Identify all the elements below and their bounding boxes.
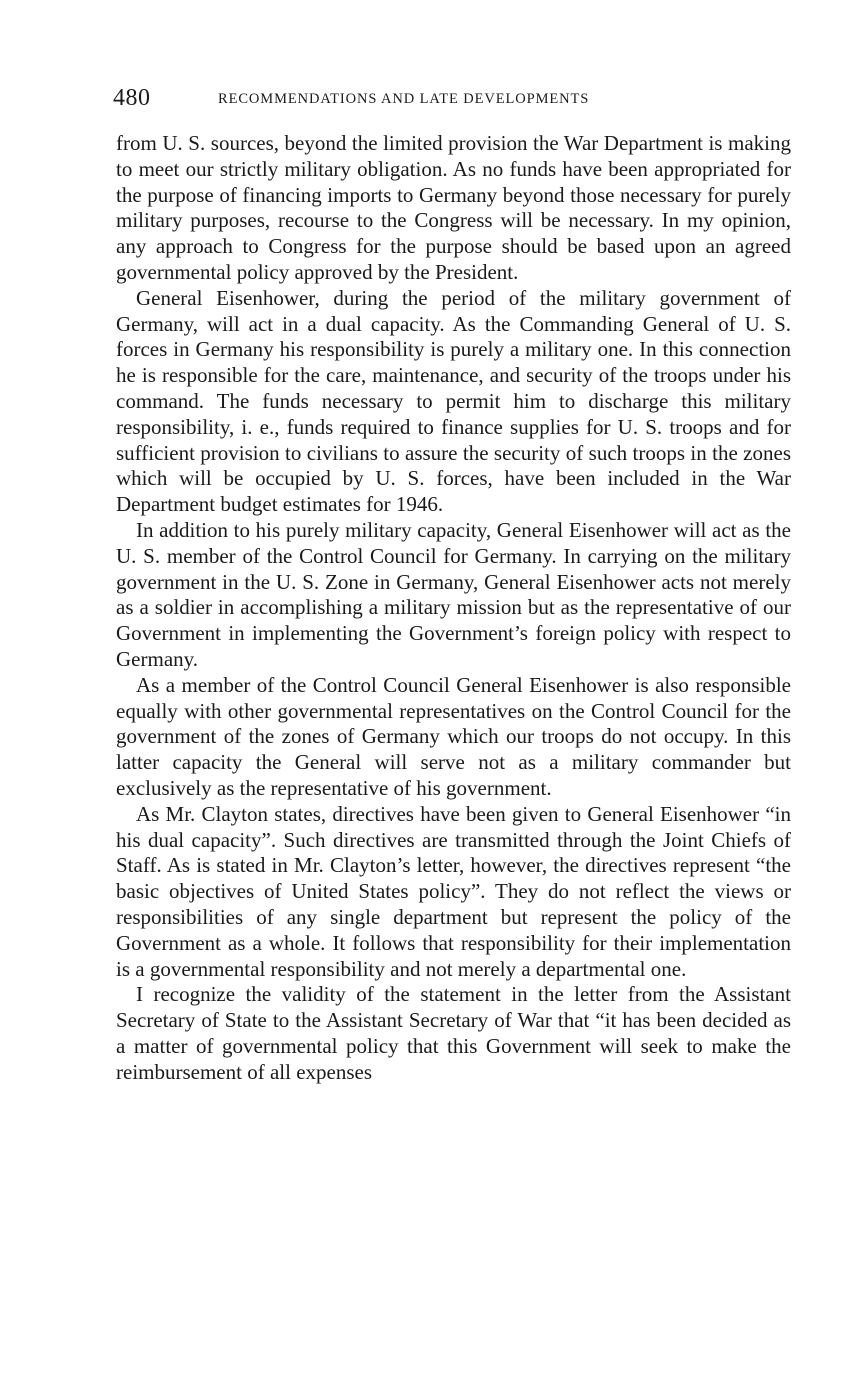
paragraph-continuation: from U. S. sources, beyond the limited provision the War Department is making to meet our strictly military obligation. As no funds have been appropriated for the purpose of financing imports to Germany beyond those necessary for purely military purposes, recourse to the Congress will be necessary. In my opinion, any approach to Congress for the purpose should be based upon an agreed governmental policy approved by the President.: [116, 131, 791, 284]
page-number: 480: [113, 85, 151, 111]
paragraph-clayton-directives: As Mr. Clayton states, directives have been given to General Eisenhower “in his dual capacity”. Such directives are transmitted through the Joint Chiefs of Staff. As is stated in Mr. Clayton’s letter, however, the directives represent “the basic objectives of United States policy”. They do not reflect the views or responsibilities of any single department but represent the policy of the Government as a whole. It follows that responsibility for their implementation is a governmental responsibility and not merely a departmental one.: [116, 801, 791, 981]
paragraph-validity-statement: I recognize the validity of the statement in the letter from the Assistant Secretary of State to the Assistant Secretary of War that “it has been decided as a matter of governmental policy that this Government will seek to make the reimbursement of all expenses: [116, 982, 791, 1084]
page-header: [113, 84, 793, 114]
paragraph-control-council-member: In addition to his purely military capacity, General Eisenhower will act as the U. S. member of the Control Council for Germany. In carrying on the military government in the U. S. Zone in Germany, General Eisenhower acts not merely as a soldier in accomplishing a military mission but as the representative of our Government in implementing the Government’s foreign policy with respect to Germany.: [116, 517, 791, 671]
running-head: RECOMMENDATIONS AND LATE DEVELOPMENTS: [218, 91, 590, 107]
paragraph-control-council-responsibility: As a member of the Control Council General Eisenhower is also responsible equally with other governmental representatives on the Control Council for the government of the zones of Germany which our troops do not occupy. In this latter capacity the General will serve not as a military commander but exclusively as the representative of his government.: [116, 672, 791, 800]
paragraph-eisenhower-dual-capacity: General Eisenhower, during the period of the military government of Germany, will act in a dual capacity. As the Commanding General of U. S. forces in Germany his responsibility is purely a military one. In this connection he is responsible for the care, maintenance, and security of the troops under his command. The funds necessary to permit him to discharge this military responsibility, i. e., funds required to finance supplies for U. S. troops and for sufficient provision to civilians to assure the security of such troops in the zones which will be occupied by U. S. forces, have been included in the War Department budget estimates for 1946.: [116, 285, 791, 517]
body-text: [116, 131, 791, 1085]
